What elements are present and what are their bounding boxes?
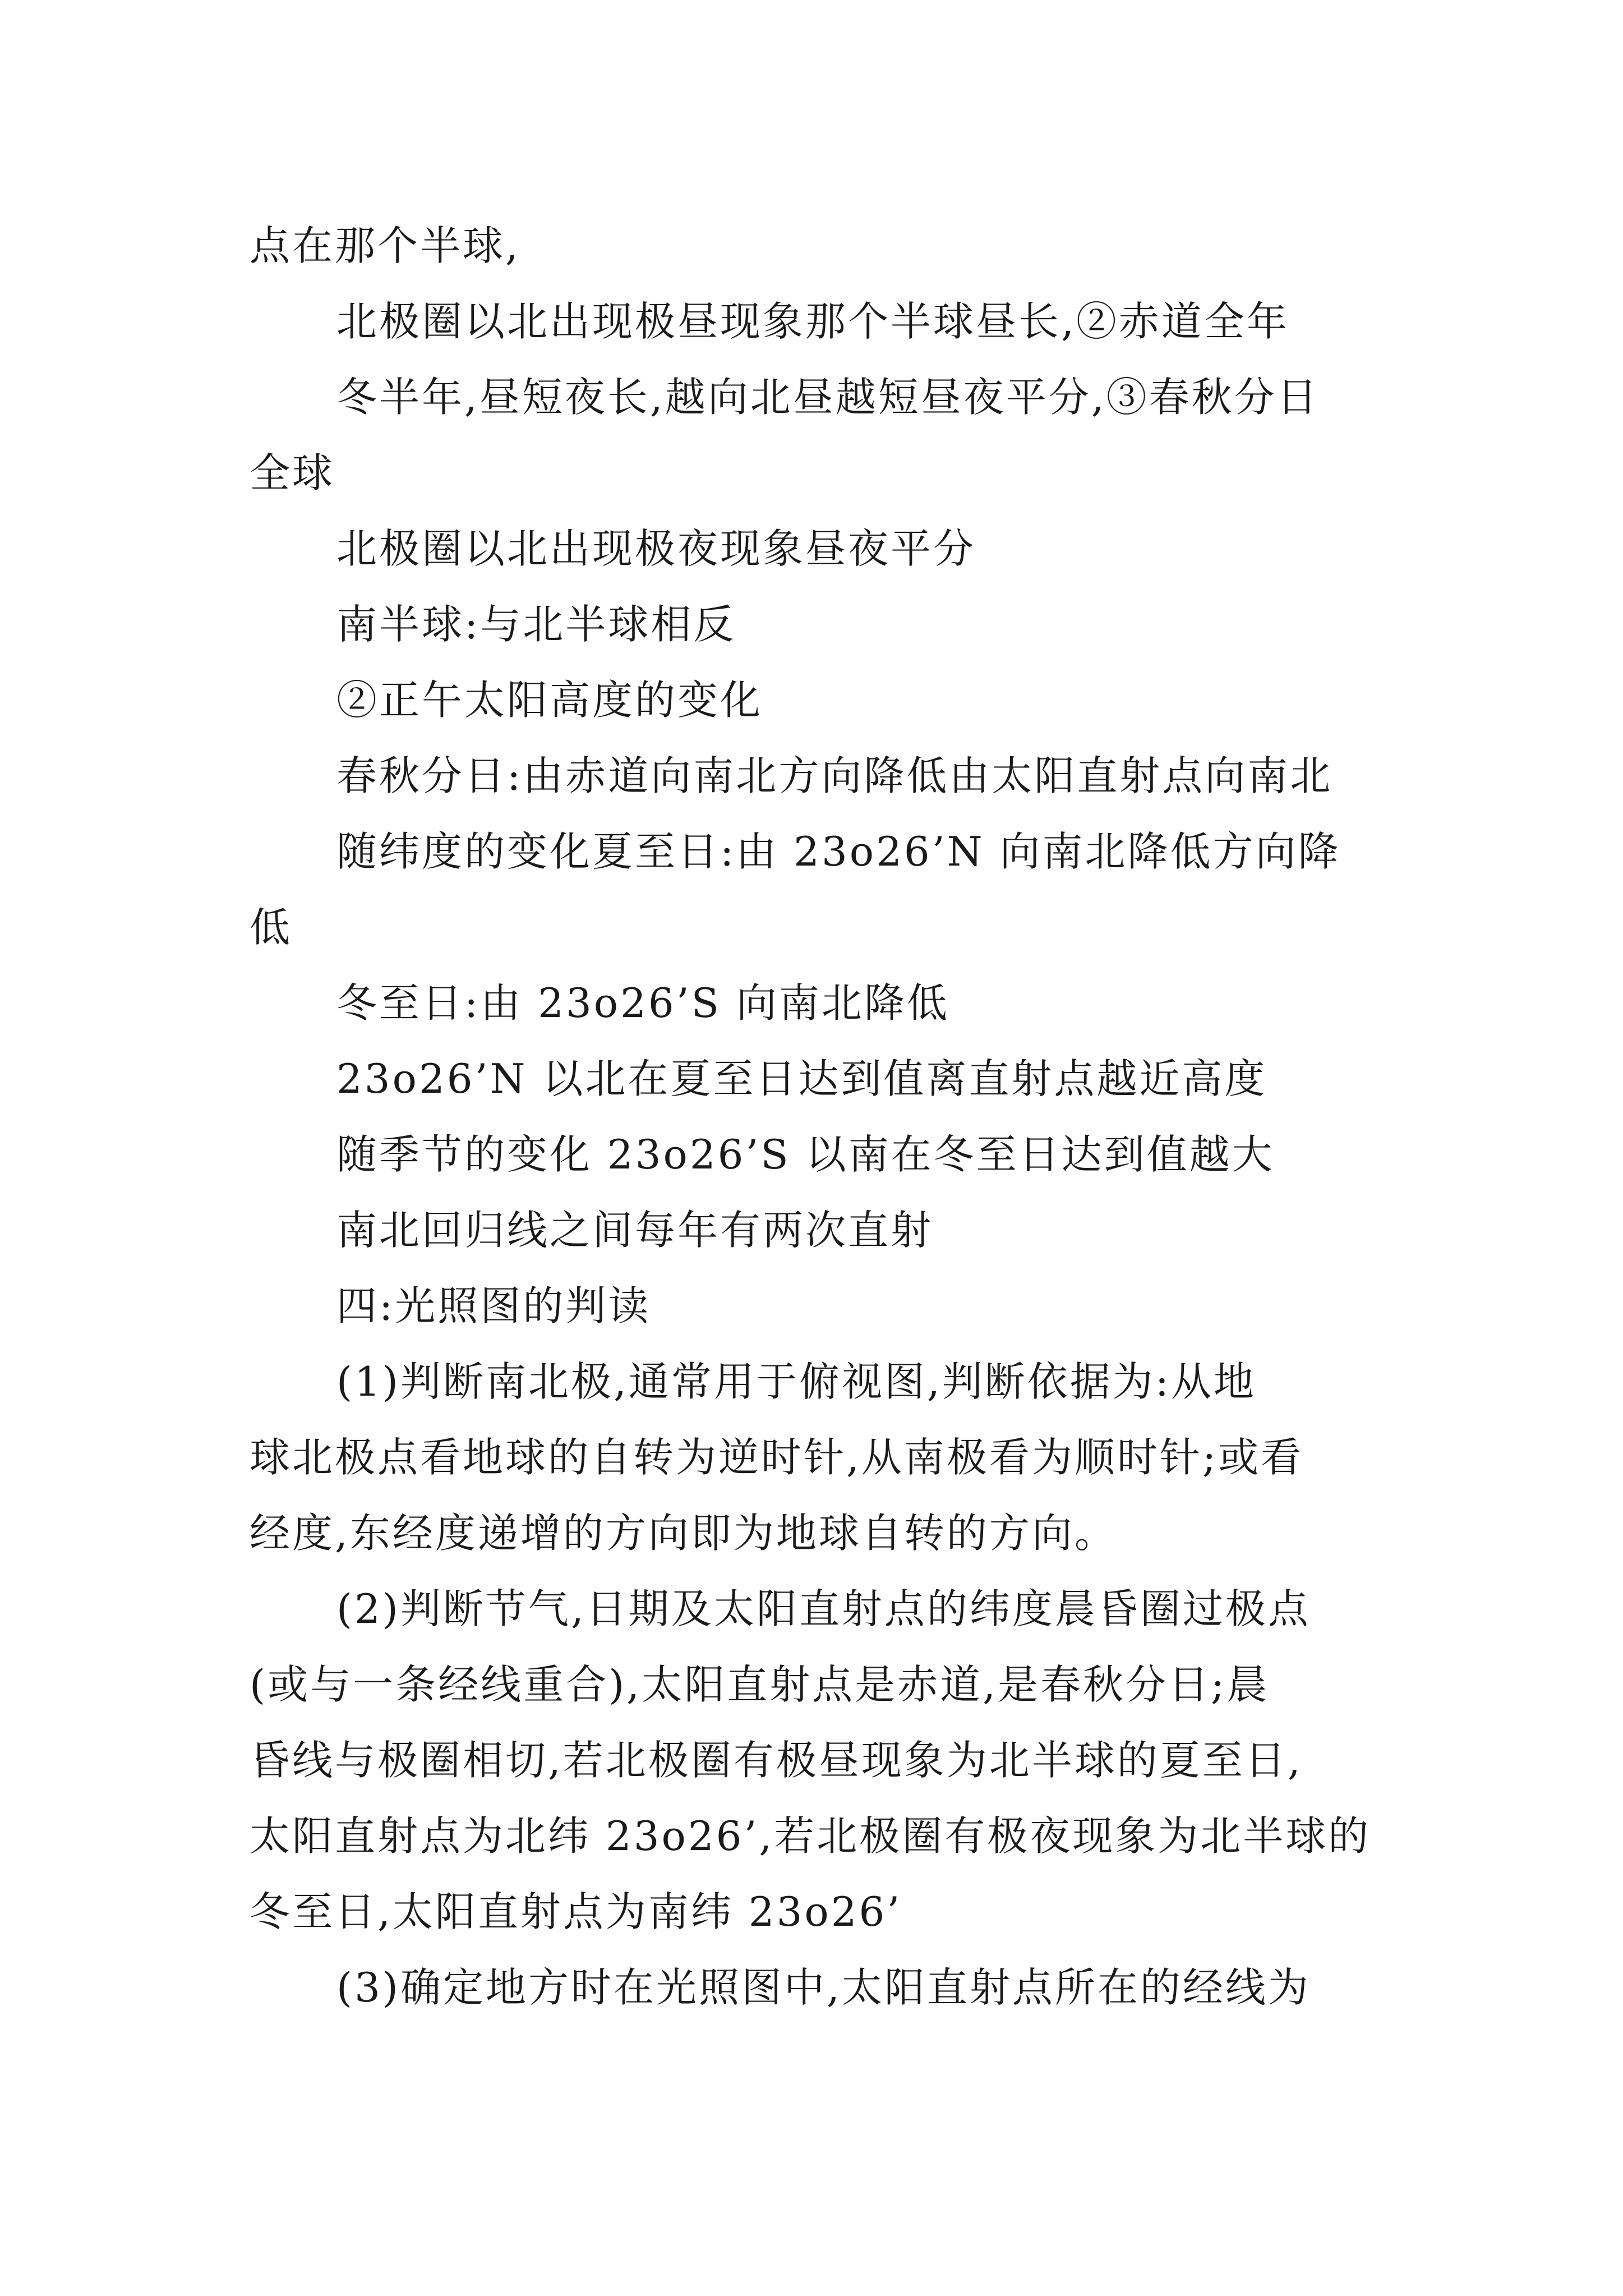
text-line: 春秋分日:由赤道向南北方向降低由太阳直射点向南北: [336, 752, 1333, 799]
text-line: 太阳直射点为北纬 23o26’,若北极圈有极夜现象为北半球的: [250, 1812, 1371, 1860]
text-line: 南北回归线之间每年有两次直射: [336, 1207, 934, 1254]
text-line: 冬至日:由 23o26’S 向南北降低: [336, 979, 949, 1027]
text-line: ②正午太阳高度的变化: [336, 677, 763, 724]
text-line: 昏线与极圈相切,若北极圈有极昼现象为北半球的夏至日,: [250, 1737, 1303, 1784]
text-line: 球北极点看地球的自转为逆时针,从南极看为顺时针;或看: [250, 1434, 1304, 1481]
text-line: 随纬度的变化夏至日:由 23o26’N 向南北降低方向降: [336, 828, 1341, 875]
text-line: 南半球:与北半球相反: [336, 601, 736, 648]
text-line: 点在那个半球,: [250, 222, 520, 269]
text-line: 经度,东经度递增的方向即为地球自转的方向。: [250, 1510, 1117, 1557]
text-line: 全球: [250, 449, 335, 496]
text-line: 冬至日,太阳直射点为南纬 23o26’: [250, 1888, 902, 1935]
text-line: 北极圈以北出现极昼现象那个半球昼长,②赤道全年: [336, 298, 1289, 345]
text-line: 冬半年,昼短夜长,越向北昼越短昼夜平分,③春秋分日: [336, 374, 1320, 421]
text-line: (或与一条经线重合),太阳直射点是赤道,是春秋分日;晨: [250, 1661, 1270, 1708]
text-line: (1)判断南北极,通常用于俯视图,判断依据为:从地: [336, 1358, 1257, 1405]
text-line: (3)确定地方时在光照图中,太阳直射点所在的经线为: [336, 1964, 1311, 2011]
text-line: 23o26’N 以北在夏至日达到值离直射点越近高度: [336, 1055, 1267, 1102]
text-line: 北极圈以北出现极夜现象昼夜平分: [336, 525, 976, 572]
text-line: 四:光照图的判读: [336, 1282, 651, 1329]
text-line: (2)判断节气,日期及太阳直射点的纬度晨昏圈过极点: [336, 1585, 1311, 1632]
text-line: 低: [250, 904, 293, 951]
text-line: 随季节的变化 23o26’S 以南在冬至日达到值越大: [336, 1131, 1275, 1178]
